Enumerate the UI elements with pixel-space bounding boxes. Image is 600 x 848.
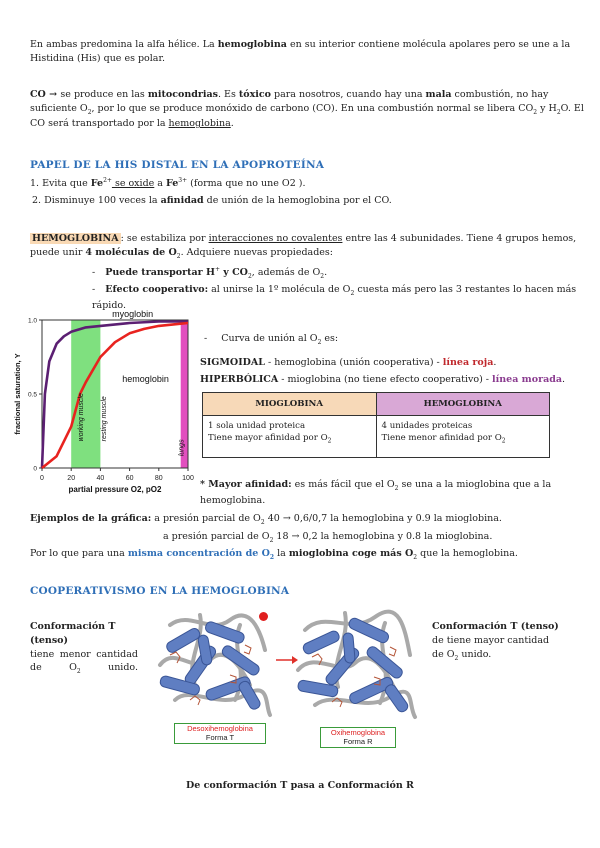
y-axis-label: fractional saturation, Y [13,353,22,435]
series-label-hemoglobin: hemoglobin [122,374,169,385]
comparison-table [202,392,550,458]
table-cell-mioglobina: 1 sola unidad proteica Tiene mayor afinidad por $O_2$ [203,416,377,458]
intro-paragraph: En ambas predomina la alfa hélice. La hemoglobina en su interior contiene molécula apolares pero se une a la Histidina (His) que es polar. [30,39,571,64]
y-tick-label: 1.0 [27,317,37,325]
x-tick-label: 20 [67,475,76,482]
examples-line-2: a presión parcial de $O_2$ 18 → 0,2 la hemoglobina y 0.8 la mioglobina. [163,531,493,544]
series-label-myoglobin: myoglobin [112,309,154,319]
hemoglobina-tag: HEMOGLOBINA [32,233,119,244]
x-tick-label: 80 [154,475,163,482]
deoxyhemoglobin-caption: Desoxihemoglobina Forma T [174,723,266,744]
red-oxygen-dot [259,612,268,621]
coop-footer: De conformación T pasa a Conformación R [186,780,414,791]
hemoglobina-paragraph: HEMOGLOBINA : se estabiliza por interacciones no covalentes entre las 4 subunidades. Tiene 4 grupos hemos, puede unir 4 moléculas de $O_2$. Adquiere nuevas propiedades: [30,233,577,260]
x-tick-label: 60 [125,475,134,482]
affinity-note: * Mayor afinidad: es más fácil que el $O_2$ se una a la mioglobina que a la hemoglobina. [200,479,552,506]
examples-line-1: Ejemplos de la gráfica: a presión parcial de $O_2$ 40 → 0,6/0,7 la hemoglobina y 0.9 la mioglobina. [30,513,502,526]
table-header-hemoglobina: HEMOGLOBINA [376,393,550,416]
hemo-bullet-2: - Efecto cooperativo: al unirse la 1º molécula de $O_2$ cuesta más pero las 3 restantes lo hacen más rápido. [92,284,577,311]
oxyhemoglobin-structure-image [290,605,425,725]
table-header-mioglobina: MIOGLOBINA [203,393,377,416]
deoxyhemoglobin-structure-image [150,605,280,725]
his-item-2: 2. Disminuye 100 veces la afinidad de unión de la hemoglobina por el CO. [32,195,392,206]
hiperbolica-line: HIPERBÓLICA - mioglobina (no tiene efecto cooperativo) - línea morada. [200,374,566,385]
x-tick-label: 0 [40,475,44,482]
his-item-1: 1. Evita que $Fe^{2+}$ se oxide a $Fe^{3+}$ (forma que no une O2 ). [30,177,306,190]
hemo-bullet-1: - Puede transportar H+ y $CO_2$, además de $O_2$. [92,266,328,281]
y-tick-label: 0.5 [27,391,37,399]
band-working-muscle [71,320,100,468]
band-label: resting muscle [101,396,109,442]
oxygen-binding-chart [8,308,198,500]
co-paragraph: CO → se produce en las mitocondrias. Es tóxico para nosotros, cuando hay una mala combustión, no hay suficiente $O_2$, por lo que se produce monóxido de carbono (CO). En una combustión normal se libera $CO_2$ y $H_2O$. El CO será transportado por la hemoglobina. [30,89,584,130]
coop-left-text: Conformación T (tenso) tiene menor cantidad de $O_2$ unido. [30,621,139,676]
table-cell-hemoglobina: 4 unidades proteicas Tiene menor afinidad por $O_2$ [376,416,550,458]
examples-conclusion: Por lo que para una misma concentración de $O_2$ la mioglobina coge más $O_2$ que la hemoglobina. [30,548,518,561]
curve-intro: - Curva de unión al $O_2$ es: [204,333,339,346]
x-tick-label: 40 [96,475,105,482]
x-tick-label: 100 [182,475,194,482]
band-label: lungs [178,439,186,457]
x-axis-label: partial pressure O2, pO2 [68,485,162,494]
oxyhemoglobin-caption: Oxihemoglobina Forma R [320,727,396,748]
his-heading: PAPEL DE LA HIS DISTAL EN LA APOPROTEÍNA [30,159,325,171]
coop-heading: COOPERATIVISMO EN LA HEMOGLOBINA [30,585,290,597]
band-label: working muscle [77,393,85,442]
coop-right-text: Conformación T (tenso) de tiene mayor cantidad de $O_2$ unido. [432,621,559,662]
y-tick-label: 0 [33,465,37,473]
sigmoidal-line: SIGMOIDAL - hemoglobina (unión cooperativa) - línea roja. [200,357,497,368]
series-line-hemoglobin [42,323,188,468]
